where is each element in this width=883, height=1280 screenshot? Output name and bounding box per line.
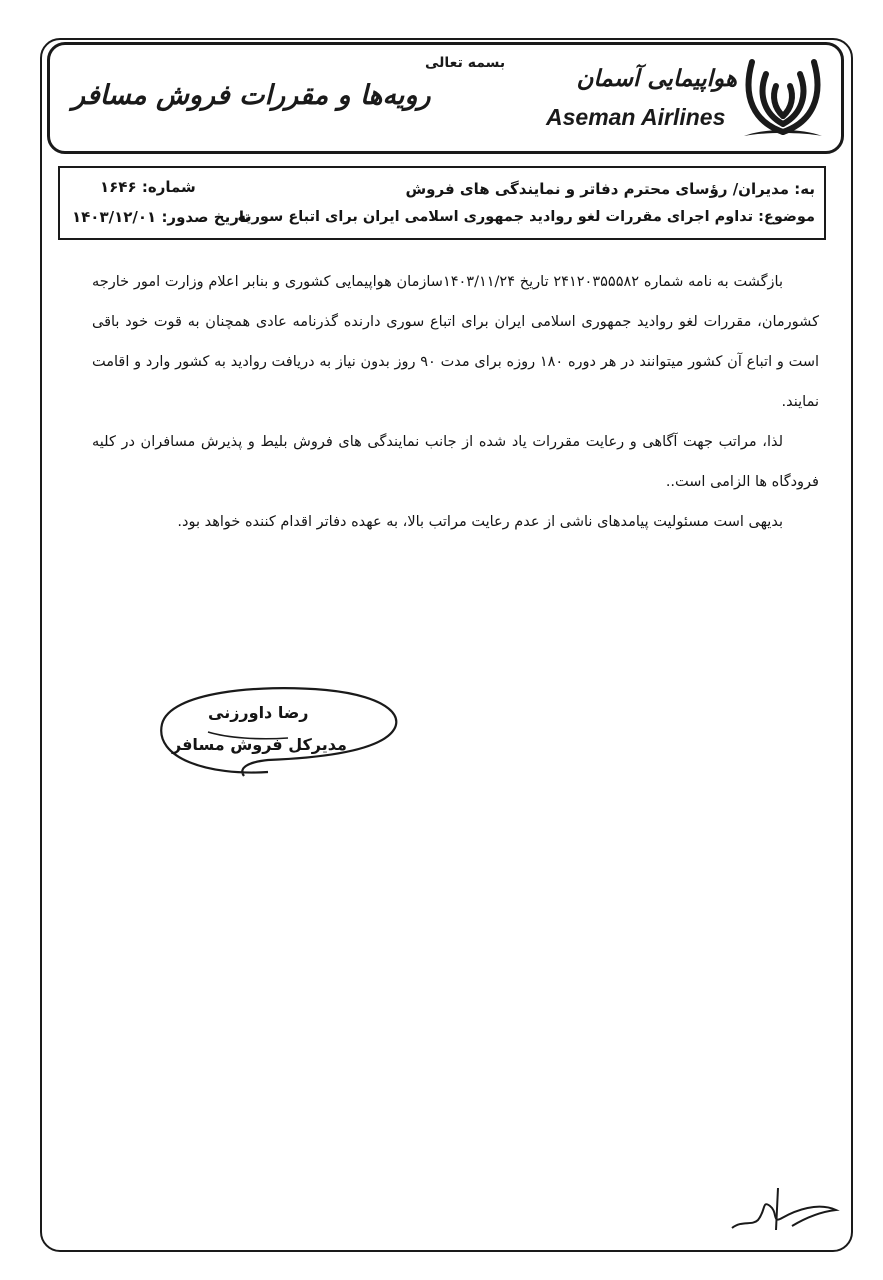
body-paragraph-2: لذا، مراتب جهت آگاهی و رعایت مقررات یاد شده از جانب نمایندگی های فروش بلیط و پذیرش مسافران در کلیه فرودگاه ها الزامی است.. [92, 434, 819, 490]
signer-title: مدیرکل فروش مسافر [172, 735, 347, 754]
number-label: شماره: [141, 178, 196, 196]
date-value: ۱۴۰۳/۱۲/۰۱ [72, 208, 157, 226]
number-value: ۱۶۴۶ [100, 178, 137, 196]
body-paragraph-1: بازگشت به نامه شماره ۲۴۱۲۰۳۵۵۵۸۲ تاریخ ۱۴۰۳/۱۱/۲۴سازمان هواپیمایی کشوری و بنابر اعلام وزارت امور خارجه کشورمان، مقررات لغو روادید جمهوری اسلامی ایران برای اتباع سوری دارنده گذرنامه عادی همچنان به قوت خود باقی است و اتباع آن کشور میتوانند در هر دوره ۱۸۰ روزه برای مدت ۹۰ روز بدون نیاز به دریافت روادید به کشور وارد و اقامت نمایند. [92, 274, 819, 410]
issue-date [72, 208, 250, 226]
initials-scribble [722, 1180, 842, 1240]
logo-text-english: Aseman Airlines [546, 104, 726, 130]
aseman-logo-icon [734, 52, 832, 142]
signature-scribble [148, 680, 408, 780]
letterhead-title: رویه‌ها و مقررات فروش مسافر [72, 80, 431, 111]
subject-line: موضوع: تداوم اجرای مقررات لغو روادید جمهوری اسلامی ایران برای اتباع سوریه [237, 209, 815, 225]
body-paragraph-3: بدیهی است مسئولیت پیامدهای ناشی از عدم رعایت مراتب بالا، به عهده دفاتر اقدام کننده خواهد بود. [177, 514, 783, 530]
letter-body [92, 262, 819, 542]
recipient-line: به: مدیران/ رؤسای محترم دفاتر و نمایندگی های فروش [405, 180, 815, 198]
date-label: تاریخ صدور: [161, 208, 251, 226]
logo-text-persian: هواپیمایی آسمان [576, 66, 737, 92]
letter-number [100, 178, 196, 196]
signer-name: رضا داورزنی [208, 703, 309, 722]
invocation-text: بسمه تعالی [425, 55, 506, 71]
